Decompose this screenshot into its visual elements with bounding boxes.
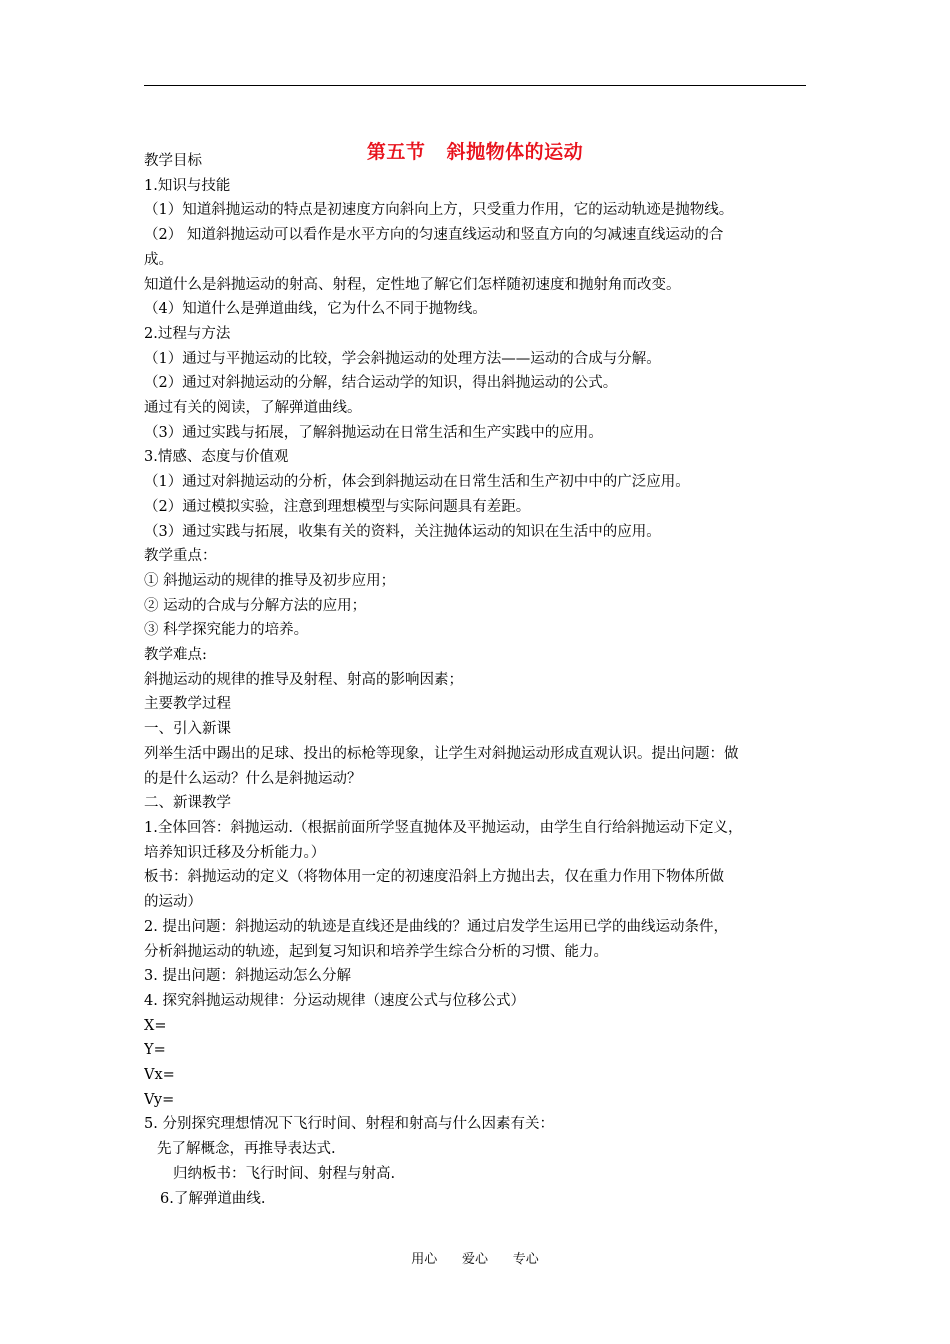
text-line: 教学重点： <box>144 548 217 565</box>
text-line: 4. 探究斜抛运动规律：分运动规律（速度公式与位移公式） <box>144 992 525 1009</box>
text-line: 1.知识与技能 <box>144 177 231 194</box>
text-line: （1）通过对斜抛运动的分析，体会到斜抛运动在日常生活和生产初中中的广泛应用。 <box>144 474 690 491</box>
text-line: （2） 知道斜抛运动可以看作是水平方向的匀速直线运动和竖直方向的匀减速直线运动的合 <box>144 227 724 244</box>
text-line: Vy= <box>144 1091 175 1108</box>
text-line: 的是什么运动？什么是斜抛运动？ <box>144 770 362 787</box>
text-line: 3. 提出问题：斜抛运动怎么分解 <box>144 968 351 985</box>
text-line: 3.情感、态度与价值观 <box>144 449 289 466</box>
text-line: 教学目标 <box>144 153 202 169</box>
text-line: 2.过程与方法 <box>144 325 231 342</box>
text-line: 列举生活中踢出的足球、投出的标枪等现象，让学生对斜抛运动形成直观认识。提出问题：做 <box>144 745 739 762</box>
header-rule <box>144 85 806 86</box>
text-line: 知道什么是斜抛运动的射高、射程，定性地了解它们怎样随初速度和抛射角而改变。 <box>144 276 681 293</box>
page-title: 第五节 斜抛物体的运动 <box>366 140 584 163</box>
text-line: 斜抛运动的规律的推导及射程、射高的影响因素； <box>144 671 463 688</box>
text-line: （1）通过与平抛运动的比较，学会斜抛运动的处理方法——运动的合成与分解。 <box>144 350 661 367</box>
text-line: 一、引入新课 <box>144 721 231 738</box>
text-line: （3）通过实践与拓展，了解斜抛运动在日常生活和生产实践中的应用。 <box>144 424 603 441</box>
text-line: 2. 提出问题：斜抛运动的轨迹是直线还是曲线的？通过启发学生运用已学的曲线运动条件， <box>144 918 728 935</box>
text-line: （4）知道什么是弹道曲线，它为什么不同于抛物线。 <box>144 301 487 318</box>
text-line: Y= <box>144 1042 166 1059</box>
text-line: 主要教学过程 <box>144 696 231 713</box>
text-line: ① 斜抛运动的规律的推导及初步应用； <box>144 572 396 589</box>
page-footer: 用心 爱心 专心 <box>411 1252 539 1267</box>
text-line: 教学难点: <box>144 647 207 664</box>
text-line: 1.全体回答：斜抛运动.（根据前面所学竖直抛体及平抛运动，由学生自行给斜抛运动下定义， <box>144 819 743 836</box>
text-line: 的运动） <box>144 894 202 911</box>
document-body <box>144 149 808 1211</box>
text-line: （1）知道斜抛运动的特点是初速度方向斜向上方，只受重力作用，它的运动轨迹是抛物线。 <box>144 202 734 219</box>
text-line: 培养知识迁移及分析能力。） <box>144 844 326 861</box>
text-line: 成。 <box>144 251 173 268</box>
text-line: （2）通过对斜抛运动的分解，结合运动学的知识，得出斜抛运动的公式。 <box>144 375 618 392</box>
text-line: Vx= <box>144 1067 175 1084</box>
text-line: （3）通过实践与拓展，收集有关的资料，关注抛体运动的知识在生活中的应用。 <box>144 523 661 540</box>
text-line: （2）通过模拟实验，注意到理想模型与实际问题具有差距。 <box>144 498 531 515</box>
text-line: X= <box>144 1017 167 1034</box>
text-line: ③ 科学探究能力的培养。 <box>144 622 309 639</box>
text-line: 板书：斜抛运动的定义（将物体用一定的初速度沿斜上方抛出去，仅在重力作用下物体所做 <box>144 869 724 886</box>
text-line: 二、新课教学 <box>144 795 231 812</box>
text-line: 分析斜抛运动的轨迹，起到复习知识和培养学生综合分析的习惯、能力。 <box>144 943 608 960</box>
text-line: 先了解概念，再推导表达式. <box>157 1141 336 1158</box>
text-line: 6.了解弹道曲线. <box>160 1190 266 1207</box>
text-line: 通过有关的阅读，了解弹道曲线。 <box>144 400 362 417</box>
text-line: 5. 分别探究理想情况下飞行时间、射程和射高与什么因素有关： <box>144 1116 554 1133</box>
text-line: ② 运动的合成与分解方法的应用； <box>144 597 367 614</box>
text-line: 归纳板书：飞行时间、射程与射高. <box>173 1165 396 1182</box>
